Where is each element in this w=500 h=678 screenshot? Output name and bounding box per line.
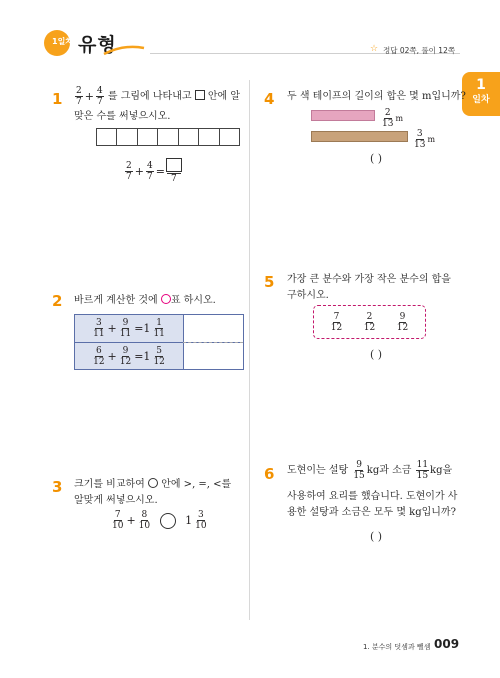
question-3-comparison: $\frac{7}{10}$ + $\frac{8}{10}$ 1 $\frac{3}{10}$ (112, 510, 207, 531)
column-divider (249, 80, 250, 620)
brown-tape-label: $\frac{3}{13}$ m (414, 129, 436, 150)
comparison-circle[interactable] (160, 513, 176, 529)
answer-blank-4[interactable]: ( ) (370, 152, 383, 165)
side-tab-label: 일차 (472, 95, 490, 105)
question-6-text-cont: 사용하여 요리를 했습니다. 도현이가 사 (287, 491, 458, 502)
question-2-text: 바르게 계산한 것에 표 하시오. (74, 295, 216, 306)
question-number-2: 2 (52, 292, 63, 310)
answer-blank-5[interactable]: ( ) (370, 348, 383, 361)
brown-tape-bar (311, 131, 408, 142)
question-1-text: $\frac{2}{7}$ + $\frac{4}{7}$ 를 그림에 나타내고 안에 알 (76, 86, 241, 107)
fraction-choices-box (313, 305, 426, 339)
pink-tape-bar (311, 110, 375, 121)
star-icon: ☆ (370, 44, 379, 54)
question-1-text-cont: 맞은 수를 써넣으시오. (74, 111, 171, 122)
calculation-table (74, 314, 244, 370)
pink-tape-label: $\frac{2}{13}$ m (382, 108, 404, 129)
question-number-3: 3 (52, 478, 63, 496)
question-1-equation: $\frac{2}{7}$ + $\frac{4}{7}$ = 7 (124, 158, 182, 184)
answer-box[interactable]: 7 (166, 158, 182, 184)
question-number-1: 1 (52, 90, 63, 108)
fraction-choice: $\frac{7}{12}$ (330, 311, 343, 333)
page-number: 009 (434, 637, 460, 651)
side-tab-number: 1 (476, 77, 486, 93)
question-6-text-cont2: 용한 설탕과 소금은 모두 몇 kg입니까? (287, 507, 456, 518)
fraction: $\frac{4}{7}$ (96, 86, 103, 107)
question-3-text: 크기를 비교하여 안에 >, =, <를 (74, 479, 232, 490)
question-6-text: 도현이는 설탕 $\frac{9}{15}$ kg과 소금 $\frac{11}{15}$ kg을 (287, 460, 453, 481)
table-row[interactable]: $\frac{6}{12}$ + $\frac{9}{12}$ =1 $\frac{5}{12}$ (93, 346, 165, 367)
page-title: 유형 (78, 34, 117, 56)
fraction-tape-7-parts[interactable] (96, 128, 240, 146)
fraction-choice: $\frac{2}{12}$ (363, 311, 376, 333)
question-number-5: 5 (264, 273, 275, 291)
title-swoosh (102, 44, 146, 56)
question-number-4: 4 (264, 90, 275, 108)
circle-mark-icon (161, 294, 171, 304)
question-5-text: 가장 큰 분수와 가장 작은 분수의 합을 (287, 274, 451, 285)
answer-blank-6[interactable]: ( ) (370, 530, 383, 543)
table-row[interactable]: $\frac{3}{11}$ + $\frac{9}{11}$ =1 $\frac{1}{11}$ (93, 318, 165, 339)
fraction-choice: $\frac{9}{12}$ (396, 311, 409, 333)
blank-box-icon (195, 90, 205, 100)
circle-blank-icon (148, 478, 158, 488)
footer-section: 1. 분수의 덧셈과 뺄셈 (363, 643, 431, 651)
question-5-text-cont: 구하시오. (287, 290, 329, 301)
day-badge: 1일차 (52, 37, 74, 46)
question-3-text-cont: 알맞게 써넣으시오. (74, 495, 158, 506)
question-4-text: 두 색 테이프의 길이의 합은 몇 m입니까? (287, 91, 466, 102)
fraction: $\frac{2}{7}$ (76, 86, 82, 107)
question-number-6: 6 (264, 465, 275, 483)
answer-reference: 정답 02쪽, 풀이 12쪽 (383, 46, 456, 55)
day-side-tab (462, 72, 500, 116)
